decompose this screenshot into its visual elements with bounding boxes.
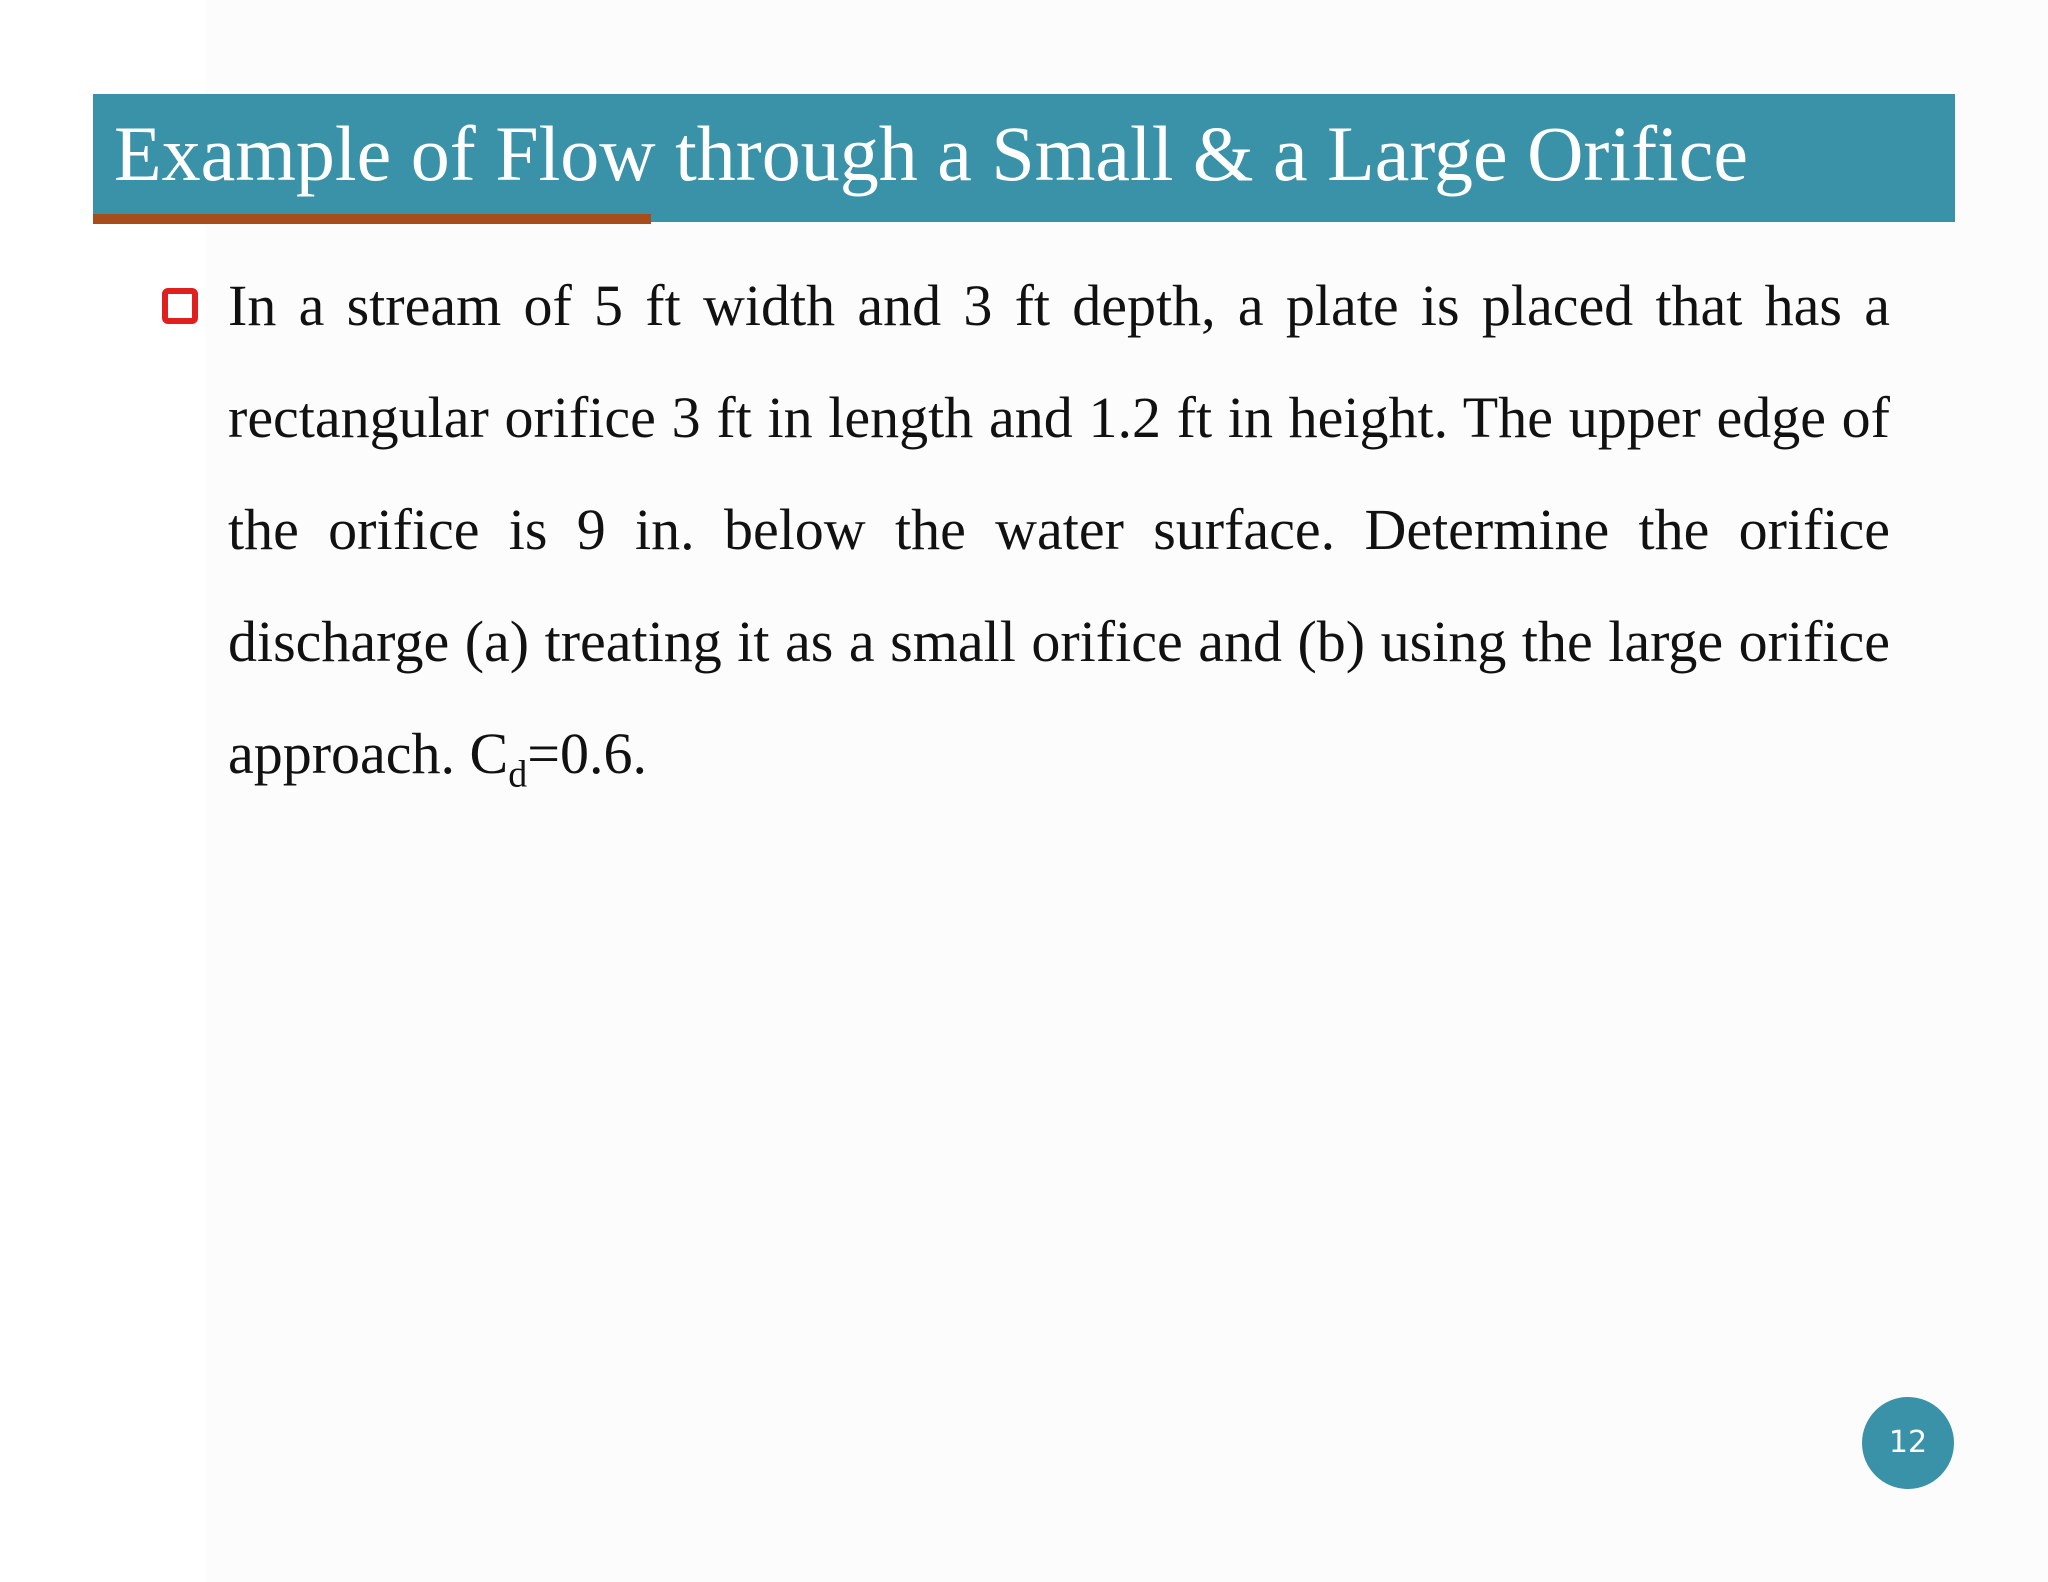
hollow-square-bullet-icon xyxy=(162,288,198,324)
slide-title: Example of Flow through a Small & a Large Orifice xyxy=(114,110,1748,197)
problem-text-tail: =0.6. xyxy=(527,721,647,786)
title-accent-underline xyxy=(93,214,651,224)
page-number-badge: 12 xyxy=(1862,1397,1954,1489)
problem-statement xyxy=(228,250,1890,810)
discharge-coefficient-subscript: d xyxy=(508,753,528,796)
problem-text: In a stream of 5 ft width and 3 ft depth, a plate is placed that has a rectangular orifice 3 ft in length and 1.2 ft in height. The upper edge of the orifice is 9 in. below the water surface. Determine the orifice discharge (a) treating it as a small orifice and (b) using the large orifice approach. C xyxy=(228,273,1890,786)
